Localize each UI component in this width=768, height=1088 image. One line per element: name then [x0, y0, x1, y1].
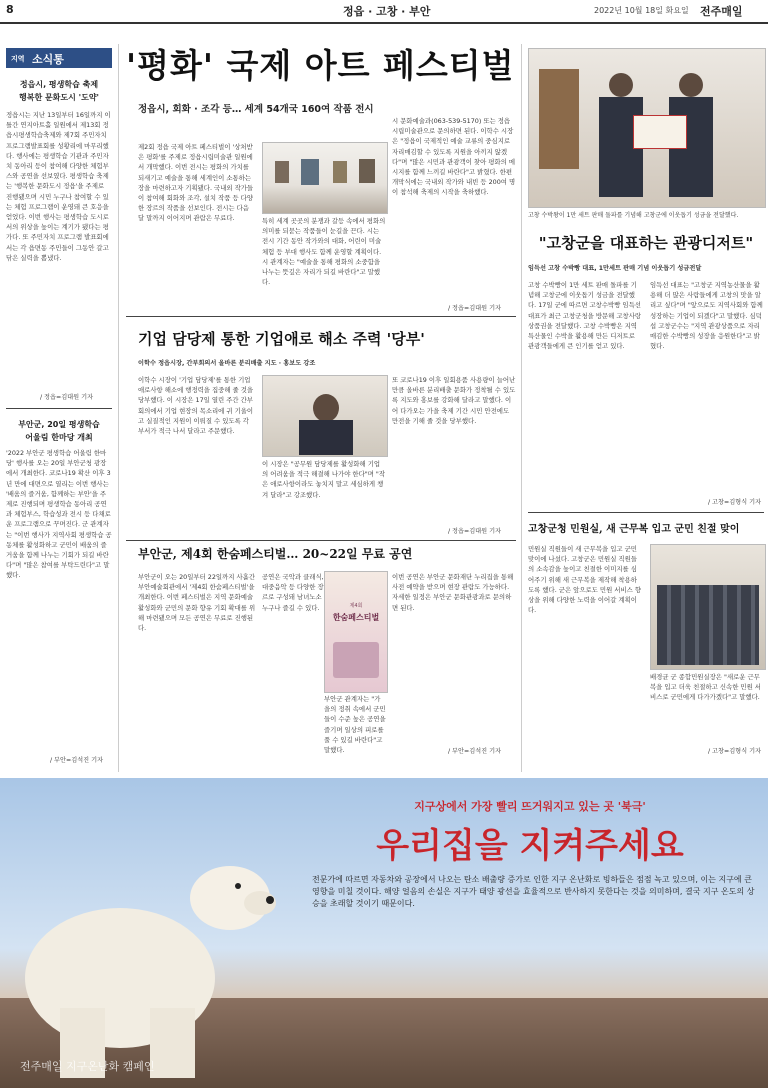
main-body-col2: 특히 세계 곳곳의 분쟁과 갈등 속에서 평화의 의미를 되묻는 작품들이 눈길을 끈다. 시는 전시 기간 동안 작가와의 대화, 어린이 미술 체험 등 부대 행사도 함께 운영할 계획이다. 시 관계자는 "예술을 통해 평화의 소중함을 나누는 뜻깊은 자리가 되길 바란다"고 말했다. [262, 217, 388, 287]
sidebar-story2-body: '2022 부안군 평생학습 어울림 한마당' 행사를 오는 20일 부안군청 광장에서 개최한다. 코로나19 확산 이후 3년 만에 대면으로 열리는 이번 행사는 '배움의 즐거움, 함께하는 부안'을 주제로 진행되며 평생학습 동아리 공연과 체험부스, 학습성과 전시 등 다채로운 프로그램으로 꾸며진다. 군 관계자는 "이번 행사가 지역사회 평생학습 공동체를 활성화하고 군민이 배움의 즐거움을 함께 나누는 기회가 되길 바란다"며 "많은 참여를 부탁드린다"고 말했다. [6, 449, 112, 580]
column-divider-left [118, 44, 119, 772]
sidebar-story2-credit: / 부안=김석진 기자 [50, 757, 104, 764]
column-divider-right [521, 44, 522, 772]
divider-1 [126, 316, 516, 317]
staff-photo [650, 544, 766, 670]
sidebar-label-small: 지역 [11, 55, 25, 63]
right-bottom-body-col2: 배경균 군 종합민원실장은 "새로운 근무복을 입고 더욱 친절하고 신속한 민원 서비스로 군민에게 다가가겠다"고 말했다. [650, 673, 761, 702]
sidebar-story2-title-line2: 어울림 한마당 개최 [25, 433, 93, 442]
sidebar-divider [6, 408, 112, 409]
festival-poster [324, 571, 388, 693]
right-bottom-credit: / 고창=김형식 기자 [708, 748, 762, 755]
story2-body-col3: 또 코로나19 이후 일회용품 사용량이 늘어난 만큼 올바른 분리배출 문화가 정착될 수 있도록 지도와 홍보를 강화해 달라고 말했다. 이어 다가오는 가을 축제 기간 시민 안전에도 만전을 기해 줄 것을 당부했다. [392, 376, 518, 425]
story3-credit: / 부안=김석진 기자 [448, 748, 502, 755]
main-subhead: 정읍시, 회화 · 조각 등… 세계 54개국 160여 작품 전시 [138, 104, 374, 115]
right-bottom-body-col1: 민원실 직원들이 새 근무복을 입고 군민 맞이에 나섰다. 고창군은 민원실 직원들의 소속감을 높이고 친절한 이미지를 심어주기 위해 새 근무복을 제작해 착용하도록 했다. 군은 앞으로도 민원 서비스 향상을 위해 다양한 노력을 이어갈 계획이다. [528, 545, 641, 615]
sidebar-label [6, 48, 112, 68]
ad-headline: 우리집을 지켜주세요 [376, 826, 684, 866]
right-top-body-col1: 고창 수박빵이 1만 세트 판매 돌파를 기념해 고창군에 이웃돕기 성금을 전달했다. 17일 군에 따르면 고창수박빵 임득선 대표가 최근 고창군청을 방문해 고창사랑 상품권을 전달했다. 고창 수박빵은 지역 특산물인 수박을 활용해 만든 디저트로 관광객들에게 큰 인기를 얻고 있다. [528, 281, 644, 351]
sidebar-story1-title-line1: 정읍시, 평생학습 축제 [19, 80, 99, 89]
main-credit: / 정읍=김대원 기자 [448, 305, 502, 312]
section-title: 정읍 · 고창 · 부안 [343, 5, 431, 18]
exhibition-photo [262, 142, 388, 214]
newspaper-brand: 전주매일 [700, 5, 743, 18]
story2-credit: / 정읍=김대원 기자 [448, 528, 502, 535]
sidebar-story1-credit: / 정읍=김대원 기자 [40, 394, 94, 401]
right-bottom-headline: 고창군청 민원실, 새 근무복 입고 군민 친절 맞이 [528, 524, 740, 535]
ad-footer: 전주매일 지구온난화 캠페인 [20, 1060, 155, 1073]
sidebar-story2-title-line1: 부안군, 20일 평생학습 [18, 420, 100, 429]
donation-photo [528, 48, 766, 208]
divider-2 [126, 540, 516, 541]
divider-3 [528, 512, 764, 513]
sidebar-story1-body: 정읍시는 지난 13일부터 16일까지 이틀간 연지아트홀 일원에서 제13회 정읍시평생학습축제와 제7회 주민자치프로그램발표회를 성황리에 마무리했다. 행사에는 평생학습 기관과 주민자치 동아리 등이 참여해 다양한 체험부스와 공연을 선보였다. 평생학습 축제는 '행복한 문화도시 정읍'을 주제로 진행됐으며 시민 누구나 참여할 수 있는 체험 프로그램이 운영돼 큰 호응을 얻었다. 이번 행사는 평생학습 도시로서의 위상을 높이는 계기가 됐다는 평가다. 또 주민자치 프로그램 발표회에서는 각 읍면동 주민들이 그동안 갈고닦은 실력을 뽐냈다. [6, 111, 111, 262]
sidebar-story1-title-line2: 행복한 문화도시 '도약' [18, 93, 100, 102]
sidebar-label-big: 소식통 [32, 53, 64, 66]
page-number: 8 [6, 3, 14, 16]
right-top-credit: / 고창=김형식 기자 [708, 499, 762, 506]
issue-date: 2022년 10월 18일 화요일 [594, 6, 689, 15]
page-header [0, 0, 768, 24]
ad-tagline: 지구상에서 가장 빨리 뜨거워지고 있는 곳 '북극' [414, 800, 646, 813]
story2-headline: 기업 담당제 통한 기업애로 해소 주력 '당부' [138, 330, 425, 348]
ad-body: 전문가에 따르면 자동차와 공장에서 나오는 탄소 배출량 증가로 인한 지구 온난화로 빙하들은 점점 녹고 있으며, 이는 지구에 큰 영향을 미칠 것이다. 해양 얼음의 손실은 지구가 태양 광선을 효율적으로 반사하지 못한다는 것을 의미하며, 결국 지구 온도의 상승을 초래할 것이기 때문이다. [312, 875, 755, 908]
mayor-photo [262, 375, 388, 457]
right-top-byline: 임득선 고창 수박빵 대표, 1만세트 판매 기념 이웃돕기 성금전달 [528, 265, 702, 272]
story2-body-col2: 이 시장은 "공무원 담당제를 활성화해 기업의 어려움을 적극 해결해 나가야 한다"며 "작은 애로사항이라도 놓치지 말고 세심하게 챙겨 달라"고 강조했다. [262, 460, 386, 499]
poster-sub: 제4회 [349, 603, 363, 609]
main-headline: '평화' 국제 아트 페스티벌 [126, 46, 515, 85]
sidebar-story2-title [6, 418, 112, 444]
story3-body-col3: 부안군 관계자는 "가을의 정취 속에서 군민들이 수준 높은 공연을 즐기며 일상의 피로를 풀 수 있길 바란다"고 말했다. [324, 695, 388, 755]
poster-title: 한숨페스티벌 [332, 613, 380, 622]
right-top-headline: "고창군을 대표하는 관광디저트" [538, 234, 754, 252]
climate-campaign-ad [0, 778, 768, 1088]
main-body-col3: 시 문화예술과(063-539-5170) 또는 정읍시립미술관으로 문의하면 된다. 이학수 시장은 "정읍이 국제적인 예술 교류의 중심지로 자리매김할 수 있도록 지원을 아끼지 않겠다"며 "많은 시민과 관광객이 찾아 평화의 메시지를 함께 느끼길 바란다"고 밝혔다. 한편 개막식에는 국내외 작가와 내빈 등 200여 명이 참석해 축제의 시작을 축하했다. [392, 117, 516, 197]
story3-body-col1: 부안군이 오는 20일부터 22일까지 사흘간 부안예술회관에서 '제4회 한숨페스티벌'을 개최한다. 이번 페스티벌은 지역 문화예술 활성화와 군민의 문화 향유 기회 확대를 위해 마련됐으며 모든 공연은 무료로 진행된다. [138, 573, 258, 633]
story2-byline: 이학수 정읍시장, 간부회의서 올바른 분리배출 지도 · 홍보도 강조 [138, 360, 316, 367]
main-body-col1: 제2회 정읍 국제 아트 페스티벌이 '상처받은 평화'를 주제로 정읍시립미술관 일원에서 개막했다. 이번 전시는 평화의 가치를 되새기고 예술을 통해 세계인이 소통하는 장을 마련하고자 기획됐다. 국내외 작가들이 참여해 회화와 조각, 설치 작품 등 다양한 장르의 작품을 선보인다. 전시는 다음 달 말까지 이어지며 관람은 무료다. [138, 143, 254, 223]
story2-body-col1: 이학수 시장이 '기업 담당제'를 통한 기업 애로사항 해소에 행정력을 집중해 줄 것을 당부했다. 이 시장은 17일 열린 주간 간부회의에서 기업 현장의 목소리에 귀 기울이고 실질적인 지원이 이뤄질 수 있도록 각 부서가 적극 나서 달라고 주문했다. [138, 376, 256, 436]
story3-body-col2: 공연은 국악과 클래식, 대중음악 등 다양한 장르로 구성돼 남녀노소 누구나 즐길 수 있다. [262, 573, 324, 612]
sidebar-story1-title [6, 78, 112, 104]
right-top-body-col2: 임득선 대표는 "고창군 지역농산물을 활용해 더 많은 사람들에게 고창의 맛을 알리고 싶다"며 "앞으로도 지역사회와 함께 성장하는 기업이 되겠다"고 말했다. 심덕섭 고창군수는 "지역 관광상품으로 자리매김한 수박빵의 성장을 응원한다"고 밝혔다. [650, 281, 765, 351]
story3-body-col4: 이번 공연은 부안군 문화재단 누리집을 통해 사전 예약을 받으며 현장 관람도 가능하다. 자세한 일정은 부안군 문화관광과로 문의하면 된다. [392, 573, 516, 612]
donation-photo-caption: 고창 수박왕이 1만 세트 판매 돌파를 기념해 고창군에 이웃돕기 성금을 전달했다. [528, 212, 739, 219]
story3-headline: 부안군, 제4회 한숨페스티벌… 20~22일 무료 공연 [138, 547, 413, 561]
